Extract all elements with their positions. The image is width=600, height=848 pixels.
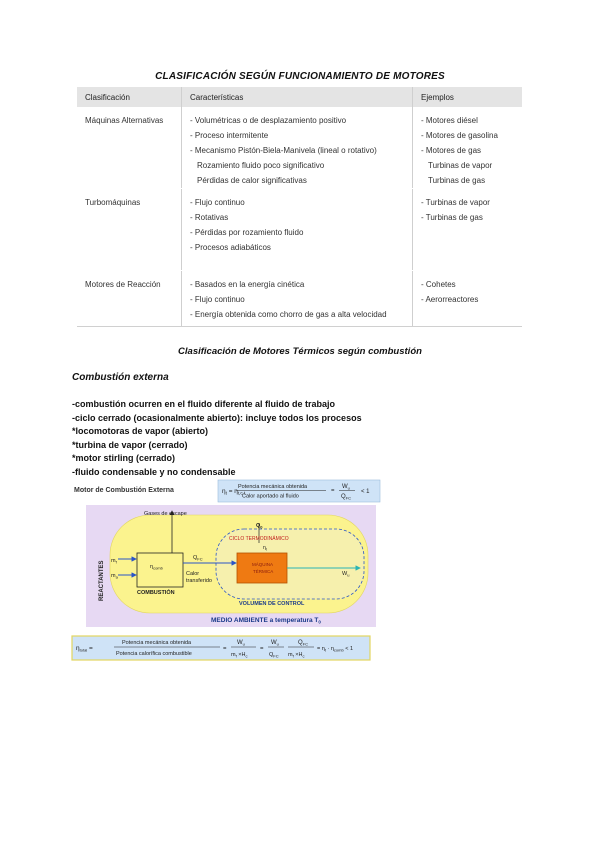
- top-formula-qfc: $Q_{FC}$: [341, 494, 352, 501]
- row-features: [182, 189, 413, 271]
- row-features: [182, 107, 413, 189]
- bottom-formula-result: = $\eta_t \cdot \eta_{comb} < 1$: [317, 646, 353, 653]
- header-caracteristicas: Características: [182, 87, 413, 107]
- feature: - Rotativas: [190, 213, 229, 222]
- svg-text:=: =: [223, 646, 227, 652]
- bottom-f2-den: $m_f \times H_c$: [231, 652, 248, 659]
- feature: - Mecanismo Pistón-Biela-Manivela (lineal o rotativo): [190, 146, 377, 155]
- thermal-machine-box: [237, 553, 287, 583]
- q0-label: $Q_0$: [256, 523, 263, 530]
- bottom-f3-den: $Q_{FC}$: [269, 652, 279, 659]
- row-examples: [413, 189, 523, 271]
- example: - Turbinas de vapor: [421, 198, 490, 207]
- section-title: Clasificación de Motores Térmicos según combustión: [178, 346, 422, 357]
- svg-text:=: =: [260, 646, 264, 652]
- qfc-label: $Q_{FC}$: [193, 555, 203, 562]
- top-formula-wu: $W_u$: [342, 484, 350, 491]
- bottom-formula-den: Potencia calorífica combustible: [116, 651, 192, 657]
- section-subtitle: Combustión externa: [72, 372, 169, 383]
- section-list: [72, 398, 362, 479]
- row-features: [182, 271, 413, 327]
- classification-table: [77, 87, 522, 327]
- header-clasificacion: Clasificación: [77, 87, 182, 107]
- feature: - Flujo continuo: [190, 295, 245, 304]
- combustion-label: COMBUSTIÓN: [137, 590, 175, 596]
- top-formula-num: Potencia mecánica obtenida: [238, 484, 308, 490]
- bottom-f4-den: $m_f \times H_c$: [288, 652, 305, 659]
- feature: - Procesos adiabáticos: [190, 243, 271, 252]
- list-item: -combustión ocurren en el fluido diferente al fluido de trabajo: [72, 399, 336, 409]
- row-examples: [413, 271, 523, 327]
- diagram-caption: Motor de Combustión Externa: [74, 487, 174, 494]
- feature: Rozamiento fluido poco significativo: [197, 161, 325, 170]
- feature: - Pérdidas por rozamiento fluido: [190, 228, 304, 237]
- list-item: -fluido condensable y no condensable: [72, 466, 236, 477]
- exhaust-label: Gases de escape: [144, 511, 187, 517]
- example: - Motores de gas: [421, 146, 482, 155]
- example: - Motores diésel: [421, 116, 478, 125]
- top-formula-den: Calor aportado al fluido: [242, 493, 299, 500]
- fuel-flow-label: $m_f$: [111, 558, 117, 565]
- feature: - Volumétricas o de desplazamiento positivo: [190, 116, 347, 125]
- environment-label: MEDIO AMBIENTE a temperatura $T_0$: [211, 617, 321, 625]
- cycle-efficiency: $\eta_t$: [263, 545, 267, 552]
- example: Turbinas de vapor: [428, 161, 493, 170]
- feature: - Energía obtenida como chorro de gas a alta velocidad: [190, 310, 387, 319]
- external-combustion-diagram: [70, 479, 390, 664]
- example: - Turbinas de gas: [421, 213, 483, 222]
- combustion-efficiency: $\eta_{comb}$: [150, 564, 163, 571]
- bottom-formula-num: Potencia mecánica obtenida: [122, 640, 192, 646]
- example: - Aerorreactores: [421, 295, 479, 304]
- top-formula-lhs: $\eta_t = \eta_{t,c.t.}$: [222, 488, 247, 496]
- list-item: *locomotoras de vapor (abierto): [72, 426, 209, 436]
- control-volume-label: VOLUMEN DE CONTROL: [239, 601, 305, 607]
- heat-transferred-label-2: transferido: [186, 578, 212, 584]
- feature: - Proceso intermitente: [190, 131, 269, 140]
- table-row: [77, 271, 522, 327]
- list-item: *motor stirling (cerrado): [72, 453, 176, 463]
- bottom-f3-num: $W_u$: [271, 640, 279, 647]
- wu-label: $W_u$: [342, 571, 350, 578]
- row-name: Motores de Reacción: [77, 271, 182, 327]
- bottom-f4-num: $Q_{FC}$: [298, 640, 309, 647]
- air-flow-label: $m_a$: [111, 573, 118, 580]
- bottom-formula-lhs: $\eta_{total}$ =: [76, 645, 93, 653]
- row-name: Turbomáquinas: [77, 189, 182, 271]
- list-item: -ciclo cerrado (ocasionalmente abierto): incluye todos los procesos: [72, 412, 362, 423]
- machine-label-1: MÁQUINA: [252, 562, 274, 567]
- table-row: [77, 189, 522, 271]
- heat-transferred-label-1: Calor: [186, 571, 200, 577]
- row-name: Máquinas Alternativas: [77, 107, 182, 189]
- svg-text:=: =: [331, 488, 335, 494]
- reactants-label: REACTANTES: [99, 560, 105, 601]
- example: - Motores de gasolina: [421, 131, 498, 140]
- table-row: [77, 107, 522, 189]
- cycle-label: CICLO TERMODINÁMICO: [229, 536, 289, 542]
- bottom-f2-num: $W_u$: [237, 640, 245, 647]
- row-examples: [413, 107, 523, 189]
- table-title: CLASIFICACIÓN SEGÚN FUNCIONAMIENTO DE MOTORES: [155, 71, 445, 82]
- list-item: *turbina de vapor (cerrado): [72, 439, 188, 450]
- header-ejemplos: Ejemplos: [413, 87, 523, 107]
- example: - Cohetes: [421, 280, 456, 289]
- feature: - Flujo continuo: [190, 198, 245, 207]
- feature: - Basados en la energía cinética: [190, 280, 305, 289]
- example: Turbinas de gas: [428, 176, 486, 185]
- feature: Pérdidas de calor significativas: [197, 176, 307, 185]
- machine-label-2: TÉRMICA: [253, 569, 274, 574]
- top-formula-bound: < 1: [361, 489, 370, 495]
